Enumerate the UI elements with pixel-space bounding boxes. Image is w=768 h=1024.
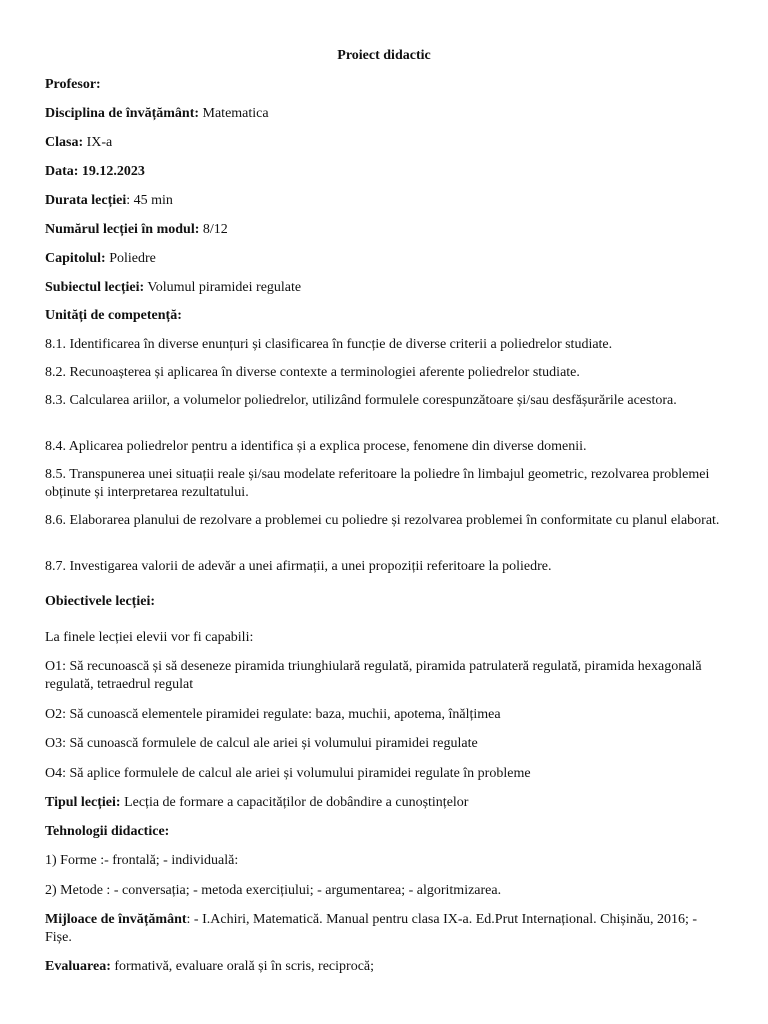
unitati-heading — [45, 307, 725, 325]
disciplina-line — [45, 105, 725, 123]
disciplina-value: Matematica — [199, 106, 269, 121]
competenta-item: 8.4. Aplicarea poliedrelor pentru a identifica și a explica procese, fenomene din diverse domenii. — [45, 439, 587, 454]
subiectul-label: Subiectul lecției: — [45, 280, 145, 295]
obiectiv-item: O2: Să cunoască elementele piramidei regulate: baza, muchii, apotema, înălțimea — [45, 707, 501, 722]
competenta-item: 8.2. Recunoașterea și aplicarea în diverse contexte a terminologiei aferente poliedrelor studiate. — [45, 365, 580, 380]
competenta-item: 8.7. Investigarea valorii de adevăr a unei afirmații, a unei propoziții referitoare la poliedre. — [45, 559, 552, 574]
tipul-label: Tipul lecției: — [45, 795, 121, 810]
evaluarea-label: Evaluarea: — [45, 959, 111, 974]
evaluarea-line — [45, 958, 725, 976]
clasa-value: IX-a — [83, 135, 113, 150]
tehnologii-heading — [45, 823, 725, 841]
mijloace-line — [45, 911, 725, 947]
data-line — [45, 163, 725, 181]
obiectiv-item: O1: Să recunoască și să deseneze piramida triunghiulară regulată, piramida patrulateră regulată, piramida hexagonală regulată, tetraedrul regulat — [45, 659, 702, 692]
unitati-label: Unități de competență: — [45, 308, 182, 323]
numarul-label: Numărul lecției în modul: — [45, 222, 200, 237]
obiectiv-item: O3: Să cunoască formulele de calcul ale ariei și volumului piramidei regulate — [45, 736, 478, 751]
document-title: Proiect didactic — [337, 48, 431, 63]
competenta-item: 8.5. Transpunerea unei situații reale și/sau modelate referitoare la poliedre în limbajul geometric, rezolvarea problemei obținute și interpretarea rezultatului. — [45, 467, 710, 500]
clasa-label: Clasa: — [45, 135, 84, 150]
profesor-line — [45, 76, 725, 94]
capitolul-value: Poliedre — [105, 251, 156, 266]
numarul-value: 8/12 — [199, 222, 228, 237]
metode-line: 2) Metode : - conversația; - metoda exercițiului; - argumentarea; - algoritmizarea. — [45, 883, 502, 898]
competenta-item: 8.6. Elaborarea planului de rezolvare a problemei cu poliedre și rezolvarea problemei în conformitate cu planul elaborat. — [45, 513, 720, 528]
capitolul-label: Capitolul: — [45, 251, 106, 266]
subiectul-value: Volumul piramidei regulate — [144, 280, 302, 295]
forme-line: 1) Forme :- frontală; - individuală: — [45, 853, 239, 868]
competenta-item: 8.3. Calcularea ariilor, a volumelor poliedrelor, utilizând formulele corespunzătoare și/sau desfășurările acestora. — [45, 393, 677, 408]
disciplina-label: Disciplina de învățământ: — [45, 106, 200, 121]
subiectul-line — [45, 279, 725, 297]
durata-value: : 45 min — [126, 193, 173, 208]
obiectiv-item: O4: Să aplice formulele de calcul ale ariei și volumului piramidei regulate în probleme — [45, 766, 531, 781]
data-label: Data: 19.12.2023 — [45, 164, 145, 179]
capitolul-line — [45, 250, 725, 268]
evaluarea-value: formativă, evaluare orală și în scris, reciprocă; — [110, 959, 375, 974]
mijloace-label: Mijloace de învățământ — [45, 912, 187, 927]
tipul-value: Lecția de formare a capacităților de dobândire a cunoștințelor — [120, 795, 469, 810]
obiective-intro: La finele lecției elevii vor fi capabili: — [45, 630, 254, 645]
tehnologii-label: Tehnologii didactice: — [45, 824, 170, 839]
tipul-line — [45, 794, 725, 812]
obiective-heading — [45, 593, 725, 611]
competenta-item: 8.1. Identificarea în diverse enunțuri și clasificarea în funcție de diverse criterii a poliedrelor studiate. — [45, 337, 613, 352]
clasa-line — [45, 134, 725, 152]
obiective-label: Obiectivele lecției: — [45, 594, 155, 609]
durata-label: Durata lecției — [45, 193, 127, 208]
profesor-label: Profesor: — [45, 77, 101, 92]
durata-line — [45, 192, 725, 210]
mijloace-value: : - I.Achiri, Matematică. Manual pentru clasa IX-a. Ed.Prut Internațional. Chișinău, 2016; - Fișe. — [45, 912, 697, 945]
numarul-line — [45, 221, 725, 239]
